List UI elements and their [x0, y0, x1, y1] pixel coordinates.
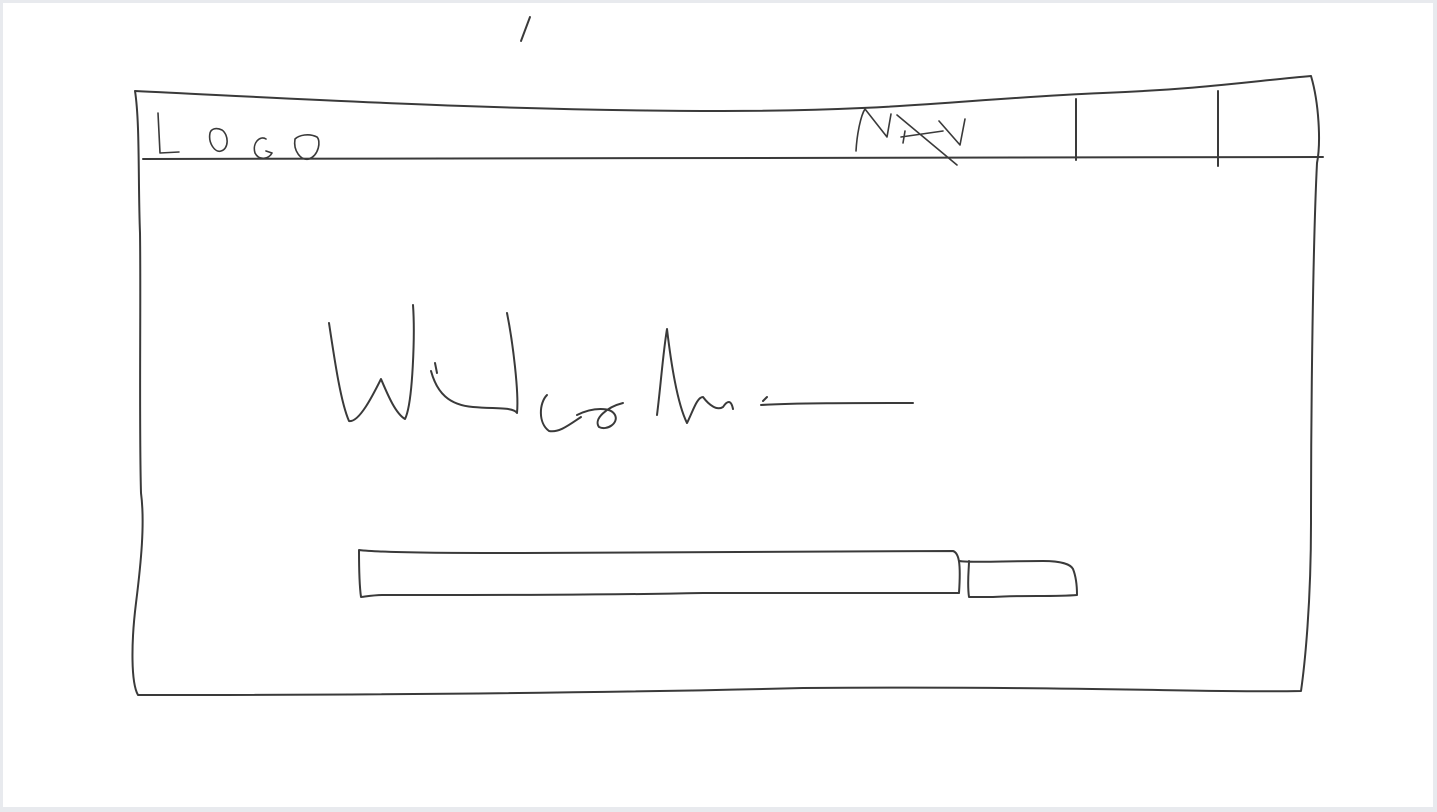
- logo-letter-l: [158, 113, 179, 153]
- logo-letter-o1: [210, 129, 227, 152]
- browser-window-frame: [132, 76, 1319, 695]
- nav-letter-n: [856, 109, 891, 151]
- wireframe-sketch: [3, 3, 1433, 807]
- nav-letter-v: [939, 119, 965, 145]
- nav-letter-a: [901, 131, 943, 143]
- logo[interactable]: [158, 113, 319, 159]
- search-button-outline[interactable]: [959, 561, 1077, 597]
- welcome-letter-o: [577, 403, 623, 428]
- logo-letter-o2: [295, 135, 319, 159]
- header-divider: [143, 157, 1323, 159]
- welcome-heading: [329, 305, 913, 431]
- search-input-outline[interactable]: [359, 550, 960, 597]
- welcome-letter-c: [541, 395, 581, 431]
- nav-menu[interactable]: [856, 109, 965, 165]
- whiteboard-canvas: [3, 3, 1433, 807]
- welcome-letter-w: [329, 305, 414, 421]
- welcome-letter-l: [431, 313, 517, 413]
- welcome-letter-e1: [435, 363, 437, 373]
- welcome-letter-e2: [761, 397, 913, 405]
- logo-letter-g: [254, 138, 272, 158]
- stray-mark: [521, 17, 530, 41]
- welcome-letter-m: [657, 329, 733, 423]
